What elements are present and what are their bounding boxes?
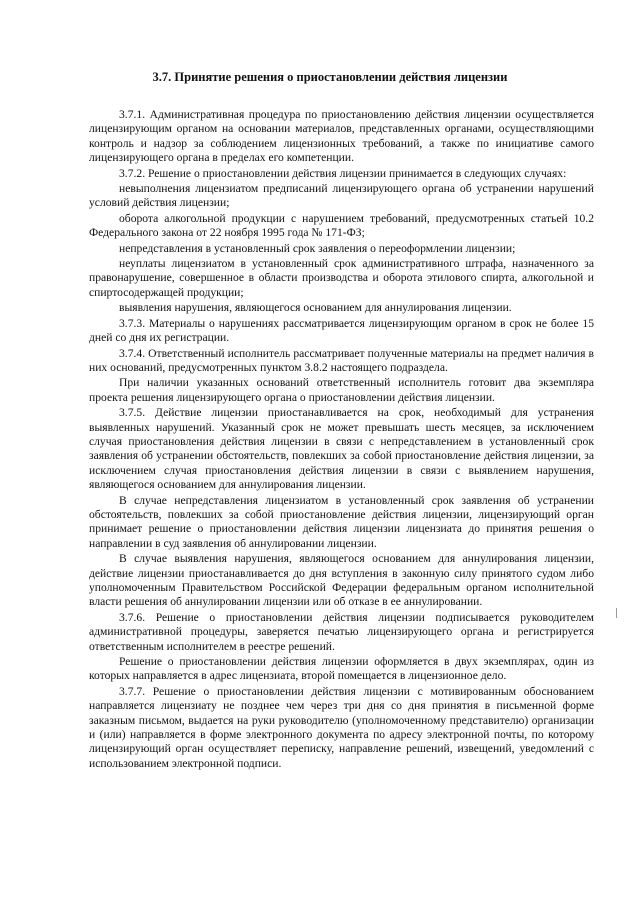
section-title: 3.7. Принятие решения о приостановлении действия лицензии [152,70,508,84]
paragraph: При наличии указанных оснований ответственный исполнитель готовит два экземпляра проекта решения лицензирующего органа о приостановлении действия лицензии. [89,376,594,404]
list-item-case: неуплаты лицензиатом в установленный срок административного штрафа, назначенного за правонарушение, совершенное в области производства и оборота этилового спирта, алкогольной и спиртосодержащей продукции; [89,257,594,299]
paragraph-3-7-2: 3.7.2. Решение о приостановлении действия лицензии принимается в следующих случаях: [119,166,567,180]
list-item-case: оборота алкогольной продукции с нарушением требований, предусмотренных статьей 10.2 Федерального закона от 22 ноября 1995 года № 171-ФЗ; [89,211,594,240]
paragraph-3-7-7: 3.7.7. Решение о приостановлении действия лицензии с мотивированным обоснованием направляется лицензиату не позднее чем через три дня со дня принятия в письменной форме заказным письмом, выдается на руки руководителю (уполномоченному представителю) организации и (или) направляется в форме электронного документа по адресу электронной почты, по которому лицензирующий орган осуществляет переписку, направление решений, извещений, уведомлений с использованием электронной подписи. [89,684,594,770]
paragraph-3-7-3: 3.7.3. Материалы о нарушениях рассматривается лицензирующим органом в срок не более 15 дней со дня их регистрации. [89,316,594,345]
paragraph: В случае непредставления лицензиатом в установленный срок заявления об устранении обстоятельств, повлекших за собой приостановление действия лицензии, лицензирующий орган принимает решение о приостановлении действия лицензии лицензиата до принятия решения о направлении в суд заявления об аннулировании лицензии. [89,493,594,550]
list-item-case: невыполнения лицензиатом предписаний лицензирующего органа об устранении нарушений условий действия лицензии; [89,182,594,210]
paragraph-3-7-1: 3.7.1. Административная процедура по приостановлению действия лицензии осуществляется лицензирующим органом на основании материалов, представленных органами, осуществляющими контроль и надзор за соблюдением лицензионных требований, а также по инициативе самого лицензирующего органа в пределах его компетенции. [89,108,594,165]
scan-edge-mark [616,608,617,618]
paragraph-3-7-6: 3.7.6. Решение о приостановлении действия лицензии подписывается руководителем административной процедуры, заверяется печатью лицензирующего органа и регистрируется ответственным исполнителем в реестре решений. [89,610,594,653]
list-item-case: выявления нарушения, являющегося основанием для аннулирования лицензии. [119,301,512,315]
section-body [89,108,594,771]
paragraph: В случае выявления нарушения, являющегося основанием для аннулирования лицензии, действие лицензии приостанавливается до дня вступления в законную силу принятого судом либо уполномоченным Правительством Российской Федерации федеральным органом исполнительной власти решения об аннулировании лицензии или об отказе в ее аннулировании. [89,552,594,609]
paragraph-3-7-5: 3.7.5. Действие лицензии приостанавливается на срок, необходимый для устранения выявленных нарушений. Указанный срок не может превышать шесть месяцев, за исключением случая приостановления действия лицензии в связи с непредставлением в установленный срок заявления об устранении обстоятельств, повлекших за собой приостановление действия лицензии, за исключением случая приостановления действия лицензии в связи с выявлением нарушения, являющегося основанием для аннулирования лицензии. [89,406,594,492]
list-item-case: непредставления в установленный срок заявления о переоформлении лицензии; [119,241,516,255]
paragraph-3-7-4: 3.7.4. Ответственный исполнитель рассматривает полученные материалы на предмет наличия в них оснований, предусмотренных пунктом 3.8.2 настоящего подраздела. [89,346,594,374]
paragraph: Решение о приостановлении действия лицензии оформляется в двух экземплярах, один из которых направляется в адрес лицензиата, второй помещается в лицензионное дело. [89,655,594,683]
